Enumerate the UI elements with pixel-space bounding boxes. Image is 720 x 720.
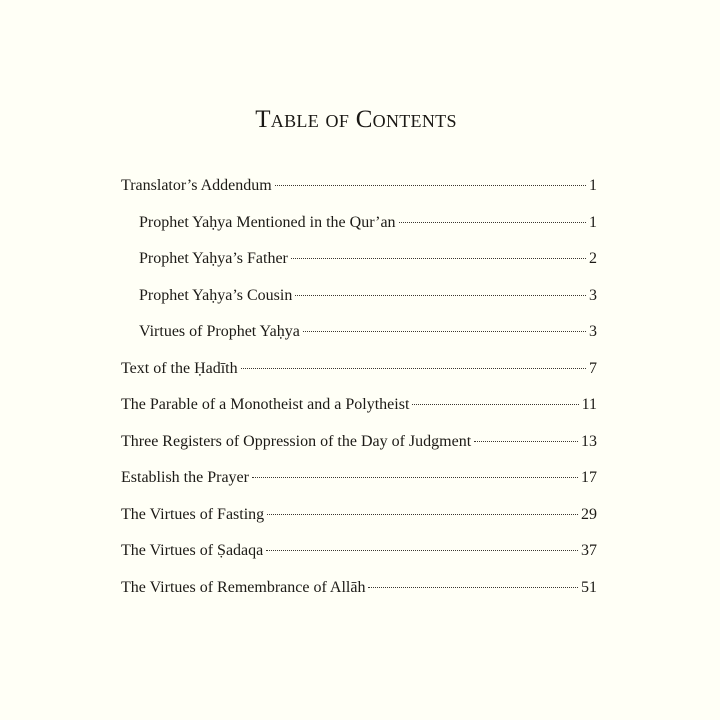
toc-entry-page: 1 (589, 213, 597, 231)
toc-entry-page: 3 (589, 323, 597, 340)
toc-entry (121, 395, 597, 432)
toc-entry-page: 13 (581, 432, 597, 450)
dot-leader (241, 368, 586, 369)
dot-leader (399, 222, 586, 223)
toc-subentry (121, 322, 597, 359)
dot-leader (368, 587, 578, 588)
toc-entry-title: The Parable of a Monotheist and a Polytheist (121, 396, 410, 413)
page-title: Table of Contents (255, 106, 457, 133)
toc-entry-page: 17 (581, 469, 597, 486)
dot-leader (266, 550, 578, 551)
toc-entry (121, 432, 597, 469)
toc-entry-page: 51 (581, 578, 597, 596)
toc-entry-title: Prophet Yaḥya’s Father (139, 250, 288, 267)
toc-entry-title: Prophet Yaḥya Mentioned in the Qur’an (139, 213, 396, 231)
toc-entry (121, 505, 597, 542)
toc-entry-title: Text of the Ḥadīth (121, 359, 238, 377)
toc-entry-page: 3 (589, 286, 597, 304)
toc-entry (121, 468, 597, 505)
toc-entry-title: The Virtues of Ṣadaqa (121, 542, 264, 559)
table-of-contents (121, 176, 597, 614)
toc-entry-title: The Virtues of Fasting (121, 505, 265, 523)
toc-entry-page: 2 (589, 250, 597, 267)
toc-entry (121, 176, 597, 213)
toc-entry-title: Translator’s Addendum (121, 177, 272, 194)
dot-leader (303, 331, 586, 332)
toc-entry-page: 29 (581, 505, 597, 523)
toc-entry-page: 1 (589, 177, 597, 194)
toc-entry-page: 11 (581, 396, 597, 413)
dot-leader (275, 185, 586, 186)
toc-subentry (121, 249, 597, 286)
dot-leader (267, 514, 578, 515)
toc-subentry (121, 213, 597, 250)
dot-leader (291, 258, 586, 259)
dot-leader (474, 441, 578, 442)
dot-leader (412, 404, 578, 405)
toc-subentry (121, 286, 597, 323)
toc-entry-title: The Virtues of Remembrance of Allāh (121, 578, 366, 596)
toc-entry (121, 541, 597, 578)
toc-entry-title: Virtues of Prophet Yaḥya (139, 323, 300, 340)
toc-entry (121, 578, 597, 615)
toc-entry-page: 7 (589, 359, 597, 377)
toc-entry-title: Three Registers of Oppression of the Day of Judgment (121, 432, 472, 450)
dot-leader (252, 477, 578, 478)
dot-leader (295, 295, 586, 296)
toc-entry-title: Establish the Prayer (121, 469, 249, 486)
toc-entry-title: Prophet Yaḥya’s Cousin (139, 286, 293, 304)
toc-entry (121, 359, 597, 396)
toc-entry-page: 37 (581, 542, 597, 559)
